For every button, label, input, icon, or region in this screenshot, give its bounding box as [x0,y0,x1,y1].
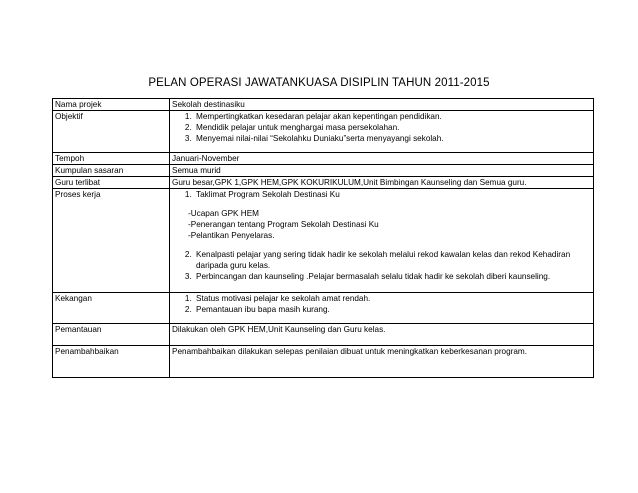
table-row [53,165,594,177]
row-value [170,293,594,324]
document-title: PELAN OPERASI JAWATANKUASA DISIPLIN TAHUN 2011-2015 [148,77,490,89]
list-item: 2. Mendidik pelajar untuk menghargai masa persekolahan. [194,122,591,133]
list-item: 3. Menyemai nilai-nilai “Sekolahku Duniaku”serta menyayangi sekolah. [194,133,591,144]
proses-list-2 [172,249,591,282]
row-value: Semua murid [170,165,594,177]
table-row [53,177,594,189]
table-row [53,324,594,346]
sub-item: -Ucapan GPK HEM [188,209,259,218]
table-row [53,111,594,153]
table-row [53,153,594,165]
row-label: Guru terlibat [53,177,170,189]
sub-item: -Penerangan tentang Program Sekolah Destinasi Ku [188,220,379,229]
table-row [53,99,594,111]
row-label: Tempoh [53,153,170,165]
table-row [53,189,594,293]
objektif-list [172,111,591,144]
row-value [170,111,594,153]
row-label: Kumpulan sasaran [53,165,170,177]
row-value: Sekolah destinasiku [170,99,594,111]
row-label: Penambahbaikan [53,346,170,378]
list-item: 1. Status motivasi pelajar ke sekolah amat rendah. [194,293,591,304]
row-value [170,189,594,293]
row-label: Objektif [53,111,170,153]
sub-item: -Pelantikan Penyelaras. [188,231,275,240]
row-value: Guru besar,GPK 1,GPK HEM,GPK KOKURIKULUM,Unit Bimbingan Kaunseling dan Semua guru. [170,177,594,189]
table-row [53,293,594,324]
list-item: 3. Perbincangan dan kaunseling .Pelajar bermasalah selalu tidak hadir ke sekolah diberi kaunseling. [194,271,591,282]
row-label: Nama projek [53,99,170,111]
row-label: Kekangan [53,293,170,324]
row-value-text: Dilakukan oleh GPK HEM,Unit Kaunseling dan Guru kelas. [172,325,386,334]
list-item: 2. Kenalpasti pelajar yang sering tidak hadir ke sekolah melalui rekod kawalan kelas dan rekod Kehadiran daripada guru kelas. [194,249,591,271]
row-value: Januari-November [170,153,594,165]
list-item: 1. Taklimat Program Sekolah Destinasi Ku [194,189,591,200]
row-value-text: Penambahbaikan dilakukan selepas penilaian dibuat untuk meningkatkan keberkesanan program. [172,347,528,356]
row-value [170,346,594,378]
list-item: 1. Mempertingkatkan kesedaran pelajar akan kepentingan pendidikan. [194,111,591,122]
operation-plan-table [52,98,594,378]
proses-list-1 [172,189,591,200]
row-label: Proses kerja [53,189,170,293]
kekangan-list [172,293,591,315]
row-value [170,324,594,346]
row-label: Pemantauan [53,324,170,346]
list-item: 2. Pemantauan ibu bapa masih kurang. [194,304,591,315]
table-row [53,346,594,378]
